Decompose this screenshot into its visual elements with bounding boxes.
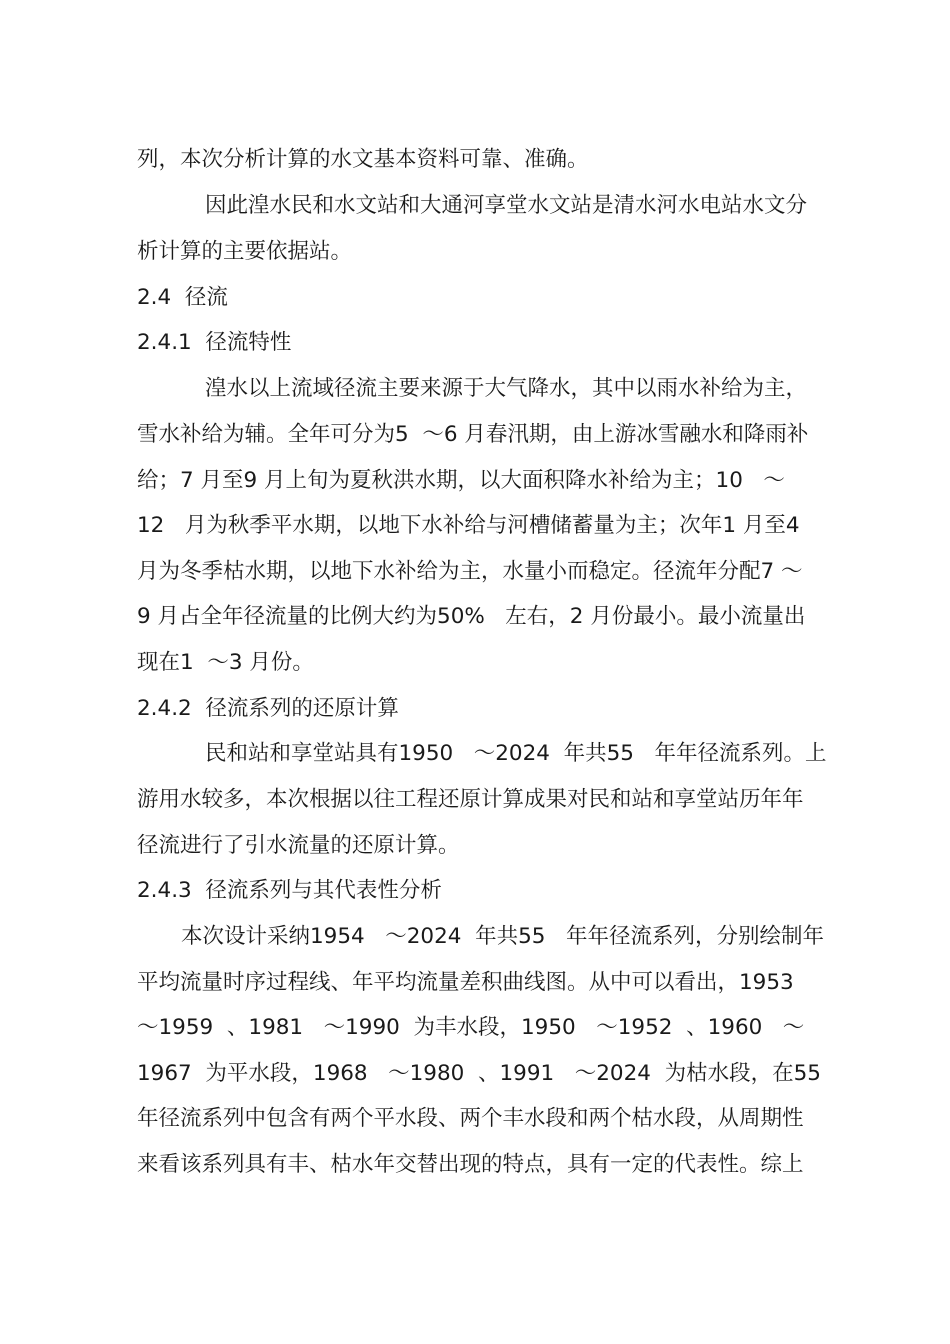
paragraph-line: 平均流量时序过程线、年平均流量差积曲线图。从中可以看出，1953 (137, 970, 794, 995)
paragraph-line: 湟水以上流域径流主要来源于大气降水，其中以雨水补给为主， (205, 376, 808, 401)
paragraph-line: 本次设计采纳1954 ～2024 年共55 年年径流系列，分别绘制年 (181, 924, 824, 949)
paragraph-line: 现在1 ～3 月份。 (137, 650, 314, 675)
paragraph-line: 径流进行了引水流量的还原计算。 (137, 833, 460, 858)
paragraph-line: 12 月为秋季平水期，以地下水补给与河槽储蓄量为主；次年1 月至4 (137, 513, 800, 538)
paragraph-line: 1967 为平水段，1968 ～1980 、1991 ～2024 为枯水段，在55 (137, 1061, 821, 1086)
section-heading: 2.4 径流 (137, 285, 228, 310)
paragraph-line: 民和站和享堂站具有1950 ～2024 年共55 年年径流系列。上 (205, 741, 827, 766)
paragraph-line: 9 月占全年径流量的比例大约为50% 左右，2 月份最小。最小流量出 (137, 604, 806, 629)
paragraph-line: 雪水补给为辅。全年可分为5 ～6 月春汛期，由上游冰雪融水和降雨补 (137, 422, 809, 447)
paragraph-line: 年径流系列中包含有两个平水段、两个丰水段和两个枯水段，从周期性 (137, 1106, 804, 1131)
subsection-heading: 2.4.1 径流特性 (137, 330, 292, 355)
paragraph-line: 游用水较多，本次根据以往工程还原计算成果对民和站和享堂站历年年 (137, 787, 804, 812)
paragraph-line: 列，本次分析计算的水文基本资料可靠、准确。 (137, 147, 589, 172)
paragraph-line: ～1959 、1981 ～1990 为丰水段，1950 ～1952 、1960 ～ (137, 1015, 805, 1040)
subsection-heading: 2.4.2 径流系列的还原计算 (137, 696, 399, 721)
subsection-heading: 2.4.3 径流系列与其代表性分析 (137, 878, 442, 903)
paragraph-line: 来看该系列具有丰、枯水年交替出现的特点，具有一定的代表性。综上 (137, 1152, 804, 1177)
paragraph-line: 因此湟水民和水文站和大通河享堂水文站是清水河水电站水文分 (205, 193, 808, 218)
paragraph-line: 月为冬季枯水期，以地下水补给为主，水量小而稳定。径流年分配7 ～ (137, 559, 803, 584)
paragraph-line: 给；7 月至9 月上旬为夏秋洪水期，以大面积降水补给为主；10 ～ (137, 468, 785, 493)
paragraph-line: 析计算的主要依据站。 (137, 239, 353, 264)
